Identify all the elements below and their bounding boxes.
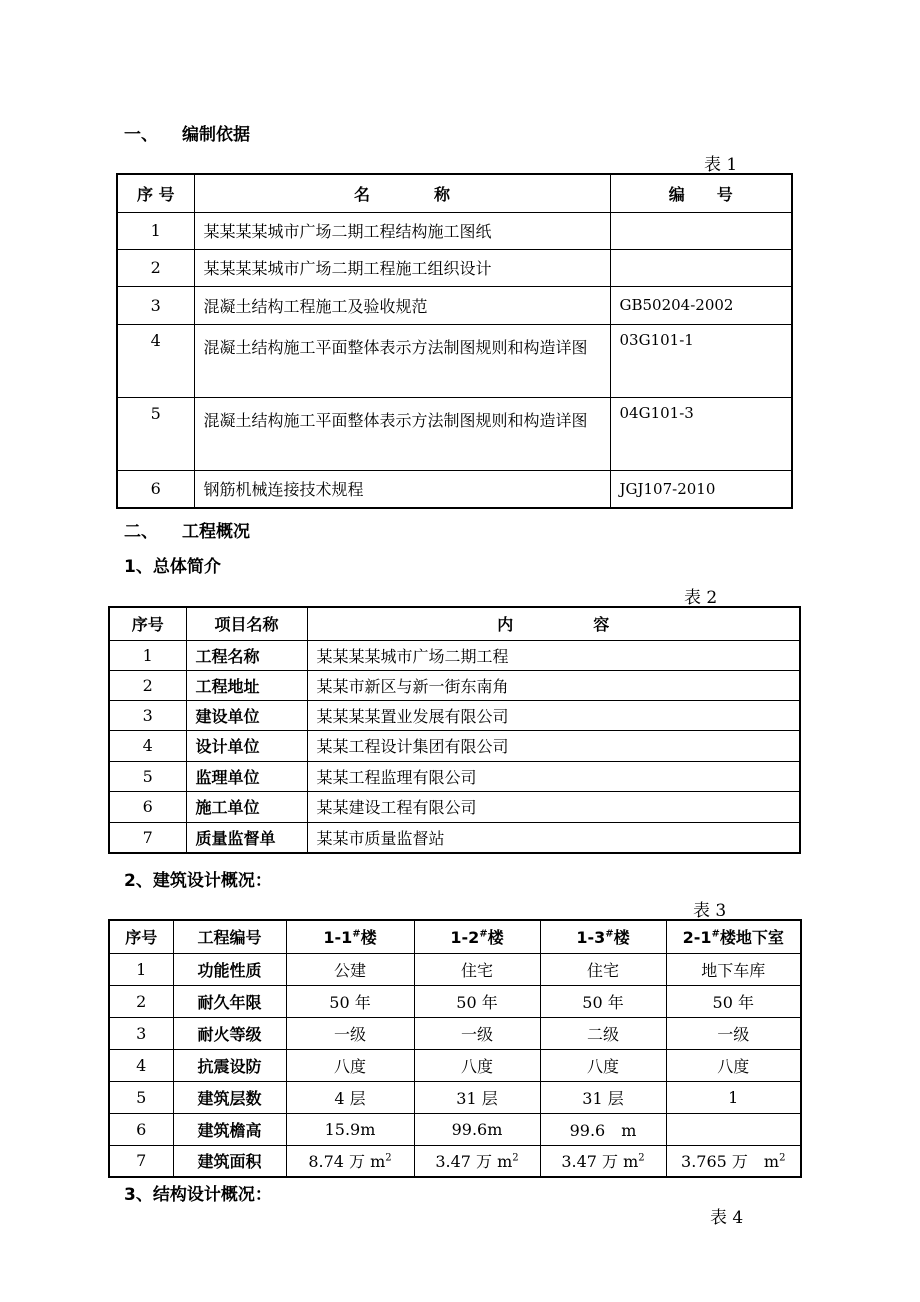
building-sup: #	[352, 928, 361, 940]
section-heading-1	[124, 120, 250, 145]
table4-caption: 表 4	[710, 1208, 744, 1228]
cell-item: 耐久年限	[173, 985, 286, 1017]
section-heading-2	[124, 517, 250, 542]
cell-value: 50 年	[540, 985, 666, 1017]
cell-name: 钢筋机械连接技术规程	[194, 470, 610, 508]
cell-code: 04G101-3	[610, 397, 792, 470]
table-row	[117, 470, 792, 508]
area-value: 8.74 万 m	[308, 1152, 386, 1172]
cell-code	[610, 212, 792, 249]
building-sup: #	[605, 928, 614, 940]
cell-no: 7	[109, 1145, 173, 1177]
table-row	[109, 1081, 801, 1113]
building-sup: #	[479, 928, 488, 940]
building-suffix: 楼	[487, 928, 504, 948]
cell-item: 耐火等级	[173, 1017, 286, 1049]
subsection-heading-2: 2、建筑设计概况：	[124, 871, 272, 891]
cell-no: 3	[117, 286, 194, 324]
cell-item: 抗震设防	[173, 1049, 286, 1081]
header-item: 项目名称	[186, 607, 307, 640]
table-header-row	[117, 174, 792, 212]
table-row	[109, 1145, 801, 1177]
table-row	[109, 670, 800, 700]
cell-code	[610, 249, 792, 286]
cell-value: 公建	[286, 953, 414, 985]
cell-value	[666, 1145, 801, 1177]
cell-no: 3	[109, 1017, 173, 1049]
table-row	[117, 249, 792, 286]
cell-item: 监理单位	[186, 761, 307, 791]
cell-name: 某某某某城市广场二期工程结构施工图纸	[194, 212, 610, 249]
cell-no: 5	[109, 761, 186, 791]
section-title: 编制依据	[182, 125, 250, 145]
subsection-heading-3: 3、结构设计概况：	[124, 1185, 272, 1205]
cell-content: 某某建设工程有限公司	[307, 791, 800, 822]
cell-no: 4	[109, 1049, 173, 1081]
cell-value: 99.6m	[414, 1113, 540, 1145]
table3-caption: 表 3	[693, 901, 727, 921]
cell-value: 一级	[414, 1017, 540, 1049]
building-code: 2-1	[682, 928, 712, 948]
area-unit-sup: 2	[385, 1152, 392, 1164]
cell-code: 03G101-1	[610, 324, 792, 397]
cell-value: 50 年	[666, 985, 801, 1017]
building-code: 1-3	[576, 928, 606, 948]
cell-no: 2	[109, 670, 186, 700]
table2-caption: 表 2	[684, 588, 718, 608]
cell-item: 质量监督单	[186, 822, 307, 853]
cell-value: 二级	[540, 1017, 666, 1049]
cell-content: 某某某某置业发展有限公司	[307, 700, 800, 730]
cell-name: 混凝土结构施工平面整体表示方法制图规则和构造详图	[194, 324, 610, 397]
section-title: 工程概况	[182, 522, 250, 542]
cell-item: 建设单位	[186, 700, 307, 730]
cell-content: 某某市新区与新一街东南角	[307, 670, 800, 700]
cell-item: 建筑檐高	[173, 1113, 286, 1145]
table1-caption: 表 1	[704, 155, 738, 175]
table-row	[109, 640, 800, 670]
cell-content: 某某某某城市广场二期工程	[307, 640, 800, 670]
table-header-row	[109, 607, 800, 640]
header-no: 序号	[109, 607, 186, 640]
table-row	[109, 822, 800, 853]
cell-no: 1	[117, 212, 194, 249]
area-value: 3.765 万 m	[681, 1152, 780, 1172]
header-building-2-1	[666, 920, 801, 953]
cell-code: GB50204-2002	[610, 286, 792, 324]
header-content: 内 容	[307, 607, 800, 640]
header-no: 序号	[109, 920, 173, 953]
cell-value: 50 年	[286, 985, 414, 1017]
table-row	[109, 761, 800, 791]
table-row	[109, 1113, 801, 1145]
area-unit-sup: 2	[512, 1152, 519, 1164]
cell-item: 建筑面积	[173, 1145, 286, 1177]
cell-value	[286, 1145, 414, 1177]
header-building-1-3	[540, 920, 666, 953]
area-unit-sup: 2	[779, 1152, 786, 1164]
table-row	[117, 286, 792, 324]
header-code: 编 号	[610, 174, 792, 212]
cell-name: 混凝土结构施工平面整体表示方法制图规则和构造详图	[194, 397, 610, 470]
building-suffix: 楼	[360, 928, 377, 948]
header-building-1-1	[286, 920, 414, 953]
cell-content: 某某市质量监督站	[307, 822, 800, 853]
cell-name: 混凝土结构工程施工及验收规范	[194, 286, 610, 324]
cell-value: 15.9m	[286, 1113, 414, 1145]
cell-item: 工程地址	[186, 670, 307, 700]
cell-item: 设计单位	[186, 730, 307, 761]
table-row	[109, 700, 800, 730]
header-building-1-2	[414, 920, 540, 953]
cell-item: 功能性质	[173, 953, 286, 985]
cell-value: 地下车库	[666, 953, 801, 985]
cell-item: 施工单位	[186, 791, 307, 822]
cell-value: 一级	[666, 1017, 801, 1049]
header-name: 名 称	[194, 174, 610, 212]
cell-value	[666, 1113, 801, 1145]
cell-value: 八度	[540, 1049, 666, 1081]
table-1	[116, 173, 793, 509]
cell-no: 1	[109, 640, 186, 670]
section-number: 二、	[124, 522, 158, 542]
building-suffix: 楼地下室	[719, 928, 784, 948]
cell-name: 某某某某城市广场二期工程施工组织设计	[194, 249, 610, 286]
cell-no: 4	[117, 324, 194, 397]
cell-no: 1	[109, 953, 173, 985]
cell-value: 99.6 m	[540, 1113, 666, 1145]
cell-no: 5	[109, 1081, 173, 1113]
cell-content: 某某工程监理有限公司	[307, 761, 800, 791]
cell-value: 八度	[414, 1049, 540, 1081]
cell-no: 6	[109, 791, 186, 822]
cell-no: 3	[109, 700, 186, 730]
table-row	[109, 791, 800, 822]
table-row	[109, 1049, 801, 1081]
header-no: 序 号	[117, 174, 194, 212]
area-unit-sup: 2	[638, 1152, 645, 1164]
cell-item: 建筑层数	[173, 1081, 286, 1113]
cell-value: 31 层	[414, 1081, 540, 1113]
subsection-heading-1: 1、总体简介	[124, 557, 221, 577]
area-value: 3.47 万 m	[561, 1152, 639, 1172]
cell-value: 4 层	[286, 1081, 414, 1113]
table-row	[109, 985, 801, 1017]
cell-value: 31 层	[540, 1081, 666, 1113]
cell-no: 7	[109, 822, 186, 853]
cell-code: JGJ107-2010	[610, 470, 792, 508]
cell-no: 5	[117, 397, 194, 470]
cell-content: 某某工程设计集团有限公司	[307, 730, 800, 761]
table-row	[117, 212, 792, 249]
cell-no: 4	[109, 730, 186, 761]
cell-no: 6	[109, 1113, 173, 1145]
area-value: 3.47 万 m	[435, 1152, 513, 1172]
cell-value: 50 年	[414, 985, 540, 1017]
cell-no: 2	[117, 249, 194, 286]
table-2	[108, 606, 801, 854]
cell-value: 1	[666, 1081, 801, 1113]
table-3	[108, 919, 802, 1178]
cell-value: 住宅	[414, 953, 540, 985]
table-row	[117, 397, 792, 470]
cell-no: 6	[117, 470, 194, 508]
section-number: 一、	[124, 125, 158, 145]
cell-value: 八度	[286, 1049, 414, 1081]
building-sup: #	[711, 928, 720, 940]
cell-value: 住宅	[540, 953, 666, 985]
cell-value	[540, 1145, 666, 1177]
building-suffix: 楼	[613, 928, 630, 948]
header-code: 工程编号	[173, 920, 286, 953]
cell-value: 一级	[286, 1017, 414, 1049]
table-header-row	[109, 920, 801, 953]
cell-value: 八度	[666, 1049, 801, 1081]
cell-no: 2	[109, 985, 173, 1017]
building-code: 1-1	[323, 928, 353, 948]
cell-item: 工程名称	[186, 640, 307, 670]
table-row	[109, 1017, 801, 1049]
table-row	[117, 324, 792, 397]
table-row	[109, 953, 801, 985]
cell-value	[414, 1145, 540, 1177]
building-code: 1-2	[450, 928, 480, 948]
table-row	[109, 730, 800, 761]
